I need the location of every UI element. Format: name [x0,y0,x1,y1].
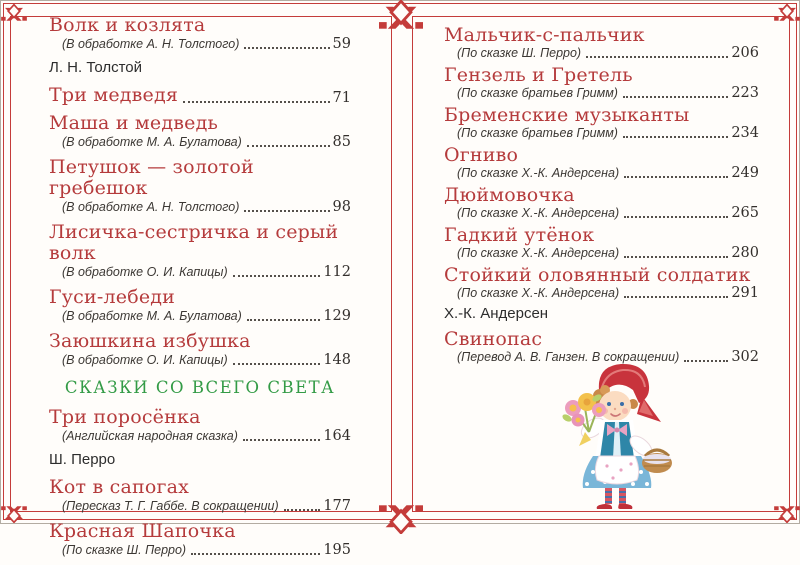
toc-entry [49,287,351,324]
dot-leader [191,553,320,555]
toc-entry [49,331,351,368]
toc-entry-note-row [444,205,759,221]
toc-entry-row [49,85,351,106]
toc-entry-note-row [49,264,351,280]
dot-leader [684,360,728,362]
toc-entry-note-row [444,165,759,181]
page-number: 177 [323,498,351,514]
toc-entry-note-row [444,285,759,301]
ribbon-knot-icon [1,4,27,22]
toc-entry-note: (По сказке Ш. Перро) [62,543,187,557]
toc-entry-note: (Перевод А. В. Ганзен. В сокращении) [457,350,680,364]
toc-entry-note-row [49,542,351,558]
dot-leader [624,296,728,298]
ribbon-knot-icon [774,4,800,22]
toc-entry-note-row [444,85,759,101]
dot-leader [623,96,728,98]
dot-leader [624,176,728,178]
left-page-toc [49,15,351,565]
toc-entry-title: Бременские музыканты [444,104,690,126]
toc-entry-title: Мальчик-с-пальчик [444,24,645,46]
toc-entry-title: Красная Шапочка [49,520,236,542]
toc-entry [49,477,351,514]
dot-leader [586,56,728,58]
toc-entry-note: (По сказке Х.-К. Андерсена) [457,206,620,220]
toc-entry-title: Гензель и Гретель [444,64,633,86]
right-page-toc [444,25,759,369]
page-number: 71 [332,90,351,106]
toc-entry [49,15,351,52]
dot-leader [624,256,728,258]
toc-entry-note-row [49,352,351,368]
toc-entry-note-row [444,349,759,365]
toc-entry-note: (По сказке братьев Гримм) [457,126,618,140]
page-number: 291 [731,285,759,301]
page-number: 98 [332,199,351,215]
toc-entry-title: Гуси-лебеди [49,286,176,308]
toc-entry-title: Свинопас [444,328,543,350]
toc-entry-note: (В обработке М. А. Булатова) [62,135,242,149]
toc-entry [49,407,351,444]
toc-entry [444,25,759,61]
toc-entry-note: (По сказке Ш. Перро) [457,46,582,60]
ribbon-knot-icon [379,503,423,534]
toc-entry-note: (В обработке О. И. Капицы) [62,353,228,367]
page-number: 129 [323,308,351,324]
ribbon-knot-icon [774,505,800,523]
toc-entry-note: (Английская народная сказка) [62,429,238,443]
dot-leader [623,136,728,138]
toc-entry-title: Волк и козлята [49,14,206,36]
dot-leader [247,319,321,321]
dot-leader [183,101,329,103]
toc-entry [444,265,759,301]
toc-entry-title: Огниво [444,144,519,166]
toc-entry [49,113,351,150]
toc-entry [444,65,759,101]
page-number: 85 [332,134,351,150]
page-number: 112 [323,264,351,280]
toc-entry-note: (Пересказ Т. Г. Габбе. В сокращении) [62,499,279,513]
toc-entry [444,329,759,365]
toc-entry-note-row [444,245,759,261]
toc-entry [444,185,759,221]
toc-entry-note: (В обработке А. Н. Толстого) [62,200,240,214]
toc-entry-note-row [49,134,351,150]
ribbon-knot-icon [379,0,423,31]
page-number: 195 [323,542,351,558]
toc-entry-title: Лисичка-сестричка и серый волк [49,221,339,264]
toc-entry-note: (По сказке братьев Гримм) [457,86,618,100]
page-number: 280 [731,245,759,261]
toc-entry-title: Дюймовочка [444,184,575,206]
page-number: 302 [731,349,759,365]
toc-entry [444,105,759,141]
toc-entry-note-row [444,45,759,61]
author-line: Х.-К. Андерсен [444,305,549,322]
page-number: 249 [731,165,759,181]
toc-entry-note: (В обработке О. И. Капицы) [62,265,228,279]
dot-leader [233,275,321,277]
page-number: 234 [731,125,759,141]
girl-with-red-hood-flowers-and-basket-illustration [545,360,695,510]
toc-entry-title: Петушок — золотой гребешок [49,156,254,199]
toc-entry-note-row [49,498,351,514]
toc-entry-note: (В обработке М. А. Булатова) [62,309,242,323]
toc-entry-note-row [49,308,351,324]
toc-entry-note-row [49,428,351,444]
page-number: 223 [731,85,759,101]
author-line: Л. Н. Толстой [49,59,143,76]
toc-entry-note-row [49,36,351,52]
dot-leader [284,509,321,511]
dot-leader [233,363,321,365]
toc-entry-note-row [49,199,351,215]
toc-entry [444,225,759,261]
toc-entry [49,85,351,106]
toc-entry [49,157,351,215]
dot-leader [244,47,329,49]
page-number: 164 [323,428,351,444]
toc-entry-note: (По сказке Х.-К. Андерсена) [457,246,620,260]
toc-entry-title: Три медведя [49,84,179,106]
dot-leader [243,439,320,441]
toc-entry-title: Кот в сапогах [49,476,190,498]
section-heading: СКАЗКИ СО ВСЕГО СВЕТА [64,378,336,397]
page-number: 206 [731,45,759,61]
toc-entry-note: (По сказке Х.-К. Андерсена) [457,286,620,300]
dot-leader [624,216,728,218]
toc-entry-title: Гадкий утёнок [444,224,595,246]
ribbon-knot-icon [1,505,27,523]
toc-entry-title: Маша и медведь [49,112,219,134]
toc-entry-note: (По сказке Х.-К. Андерсена) [457,166,620,180]
toc-entry-title: Заюшкина избушка [49,330,251,352]
page-number: 148 [323,352,351,368]
author-line: Ш. Перро [49,451,116,468]
page-number: 59 [332,36,351,52]
dot-leader [247,145,330,147]
toc-entry [49,222,351,280]
toc-entry-note: (В обработке А. Н. Толстого) [62,37,240,51]
toc-entry [444,145,759,181]
toc-entry [49,521,351,558]
dot-leader [244,210,329,212]
page-number: 265 [731,205,759,221]
toc-entry-title: Три поросёнка [49,406,201,428]
toc-entry-title: Стойкий оловянный солдатик [444,264,751,286]
toc-entry-note-row [444,125,759,141]
